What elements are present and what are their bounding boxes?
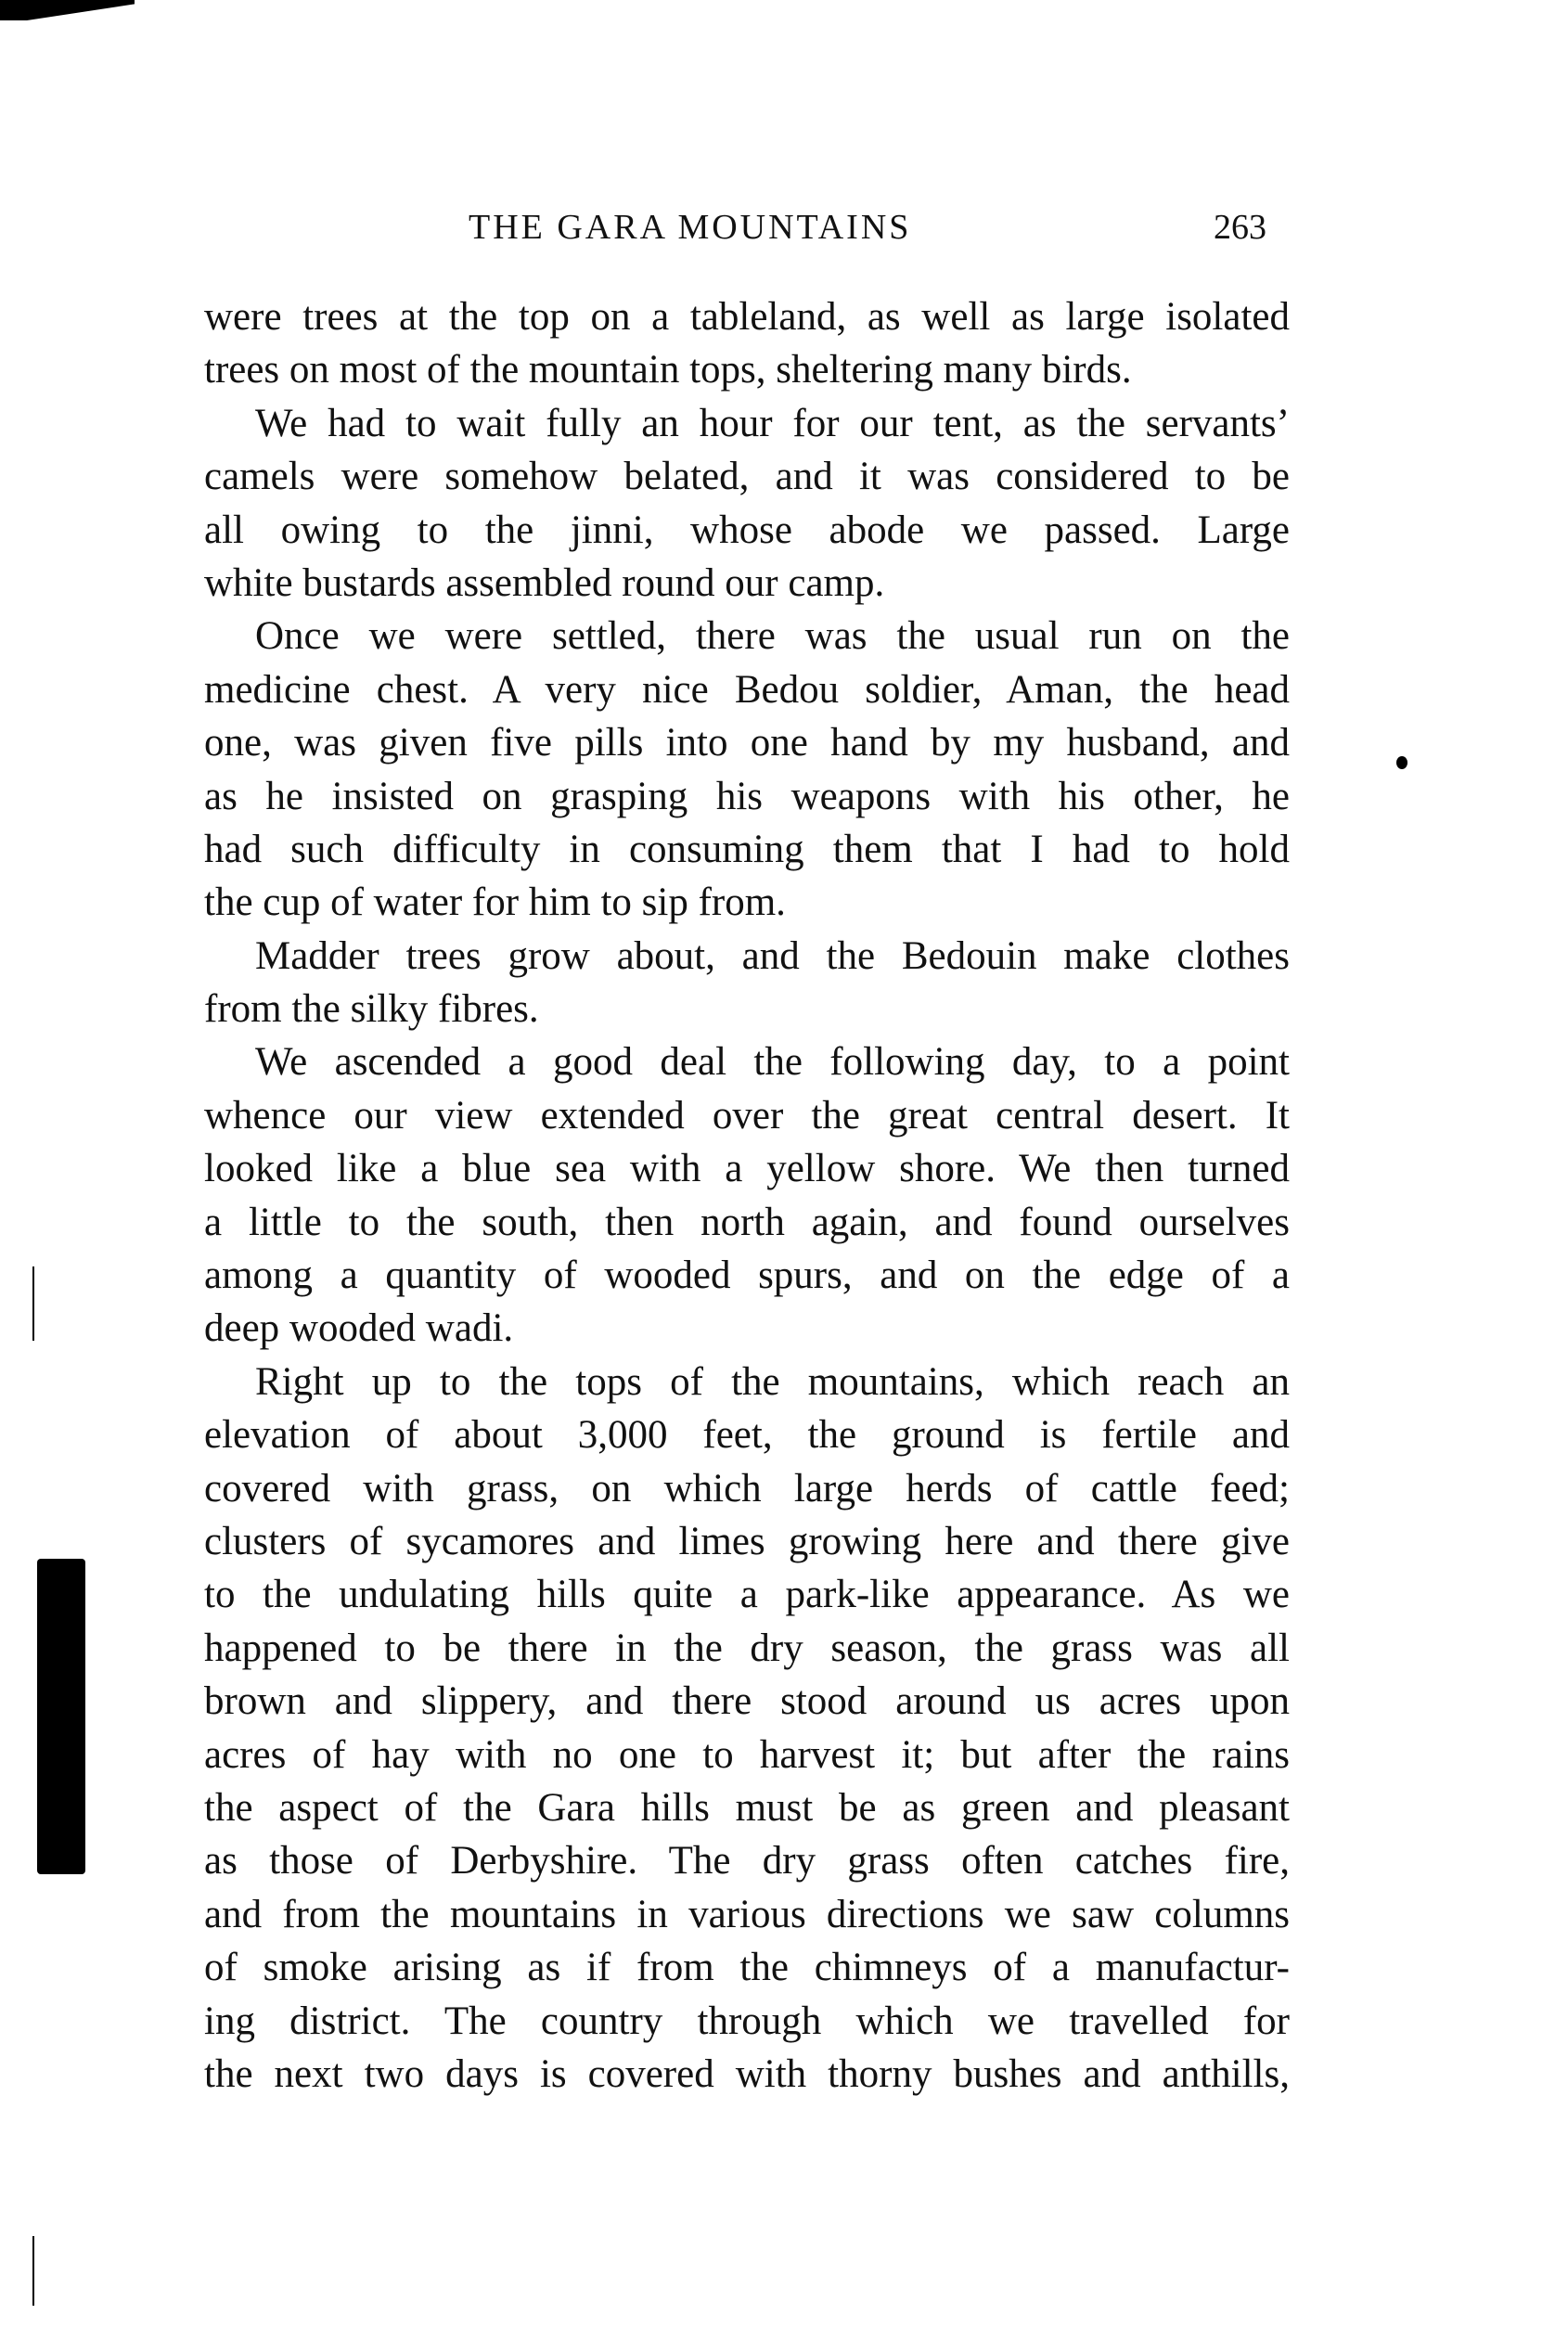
text-line: were trees at the top on a tableland, as well as large isolated: [204, 295, 1290, 339]
text-line: camels were somehow belated, and it was considered to be: [204, 455, 1290, 499]
scan-artifact-blob: [1396, 756, 1407, 769]
text-line: looked like a blue sea with a yellow shore. We then turned: [204, 1147, 1290, 1191]
text-line: a little to the south, then north again, and found ourselves: [204, 1200, 1290, 1244]
text-line: as he insisted on grasping his weapons with his other, he: [204, 774, 1290, 818]
scan-artifact-edge-bar: [37, 1559, 85, 1874]
text-line: the aspect of the Gara hills must be as green and pleasant: [204, 1785, 1290, 1830]
text-line: from the silky fibres.: [204, 987, 539, 1032]
text-line: brown and slippery, and there stood around us acres upon: [204, 1679, 1290, 1724]
text-line: among a quantity of wooded spurs, and on the edge of a: [204, 1253, 1290, 1298]
text-line: Madder trees grow about, and the Bedouin make clothes: [255, 933, 1290, 978]
text-line: Once we were settled, there was the usual run on the: [255, 614, 1290, 659]
text-line: all owing to the jinni, whose abode we passed. Large: [204, 508, 1290, 552]
text-line: ing district. The country through which we travelled for: [204, 1999, 1290, 2043]
text-line: the next two days is covered with thorny bushes and anthills,: [204, 2051, 1290, 2096]
text-line: elevation of about 3,000 feet, the ground is fertile and: [204, 1413, 1290, 1458]
text-line: as those of Derbyshire. The dry grass often catches fire,: [204, 1839, 1290, 1883]
scan-artifact-line: [32, 1266, 34, 1341]
text-line: to the undulating hills quite a park-like appearance. As we: [204, 1573, 1290, 1617]
text-line: deep wooded wadi.: [204, 1306, 514, 1351]
text-line: clusters of sycamores and limes growing here and there give: [204, 1519, 1290, 1563]
text-line: covered with grass, on which large herds of cattle feed;: [204, 1466, 1290, 1511]
running-header-title: THE GARA MOUNTAINS: [469, 208, 912, 247]
text-line: had such difficulty in consuming them that I had to hold: [204, 827, 1290, 871]
page-number: 263: [1214, 208, 1266, 247]
text-line: happened to be there in the dry season, the grass was all: [204, 1626, 1290, 1670]
text-line: We had to wait fully an hour for our tent, as the servants’: [255, 401, 1290, 445]
text-line: the cup of water for him to sip from.: [204, 881, 786, 925]
scan-artifact-line: [32, 2236, 34, 2306]
text-line: Right up to the tops of the mountains, which reach an: [255, 1359, 1290, 1404]
text-line: whence our view extended over the great central desert. It: [204, 1093, 1290, 1138]
text-line: We ascended a good deal the following day, to a point: [255, 1040, 1290, 1085]
text-line: acres of hay with no one to harvest it; but after the rains: [204, 1732, 1290, 1777]
text-line: and from the mountains in various directions we saw columns: [204, 1892, 1290, 1936]
text-line: of smoke arising as if from the chimneys of a manufactur-: [204, 1946, 1290, 1990]
scan-artifact-corner: [0, 0, 135, 20]
text-line: white bustards assembled round our camp.: [204, 560, 885, 605]
text-line: trees on most of the mountain tops, sheltering many birds.: [204, 348, 1132, 392]
text-line: one, was given five pills into one hand by my husband, and: [204, 721, 1290, 765]
body-text: [204, 290, 1290, 2101]
text-line: medicine chest. A very nice Bedou soldier, Aman, the head: [204, 667, 1290, 712]
